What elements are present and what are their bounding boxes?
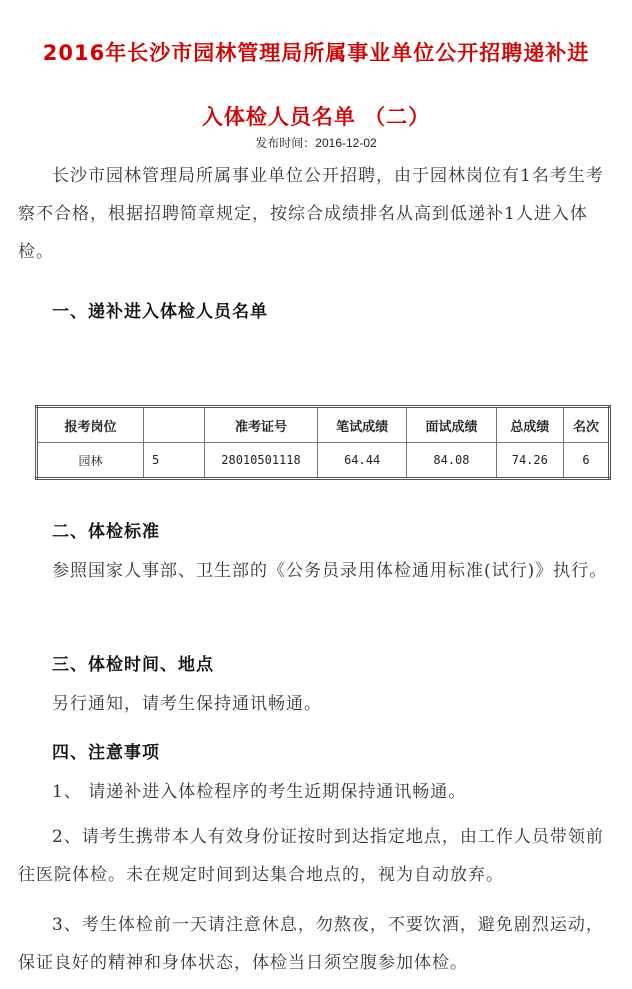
time-place-paragraph: 另行通知，请考生保持通讯畅通。 — [52, 694, 322, 714]
note-3: 3、考生体检前一天请注意休息，勿熬夜，不要饮酒，避免剧烈运动，保证良好的精神和身体状态，体检当日须空腹参加体检。 — [18, 915, 604, 973]
table-header-cell: 总成绩 — [496, 407, 563, 443]
note-2: 2、请考生携带本人有效身份证按时到达指定地点，由工作人员带领前往医院体检。未在规定时间到达集合地点的，视为自动放弃。 — [18, 827, 604, 885]
table-cell: 64.44 — [318, 443, 407, 479]
table-cell: 6 — [564, 443, 610, 479]
intro-paragraph: 长沙市园林管理局所属事业单位公开招聘，由于园林岗位有1名考生考察不合格，根据招聘简章规定，按综合成绩排名从高到低递补1人进入体检。 — [18, 166, 604, 262]
table-cell: 园林 — [37, 443, 144, 479]
page-title-line1: 2016年长沙市园林管理局所属事业单位公开招聘递补进 — [42, 41, 590, 65]
table-header-cell: 报考岗位 — [37, 407, 144, 443]
table-cell: 84.08 — [407, 443, 496, 479]
table-header-cell: 面试成绩 — [407, 407, 496, 443]
table-header-cell: 准考证号 — [205, 407, 318, 443]
standard-paragraph: 参照国家人事部、卫生部的《公务员录用体检通用标准(试行)》执行。 — [52, 561, 608, 581]
page-title-line2: 入体检人员名单 （二） — [201, 105, 431, 129]
section-heading-4: 四、注意事项 — [52, 743, 160, 763]
table-header-cell: 名次 — [564, 407, 610, 443]
table-header-row — [37, 407, 610, 443]
note-1: 1、 请递补进入体检程序的考生近期保持通讯畅通。 — [52, 782, 467, 802]
table-header-cell: 笔试成绩 — [318, 407, 407, 443]
table-cell: 5 — [144, 443, 205, 479]
section-heading-2: 二、体检标准 — [52, 522, 160, 542]
table-row — [37, 443, 610, 479]
section-heading-3: 三、体检时间、地点 — [52, 655, 214, 675]
candidate-table — [35, 405, 611, 480]
table-cell: 28010501118 — [205, 443, 318, 479]
publish-date: 发布时间：2016-12-02 — [255, 136, 377, 150]
section-heading-1: 一、递补进入体检人员名单 — [52, 302, 268, 322]
table-cell: 74.26 — [496, 443, 563, 479]
table-header-cell — [144, 407, 205, 443]
